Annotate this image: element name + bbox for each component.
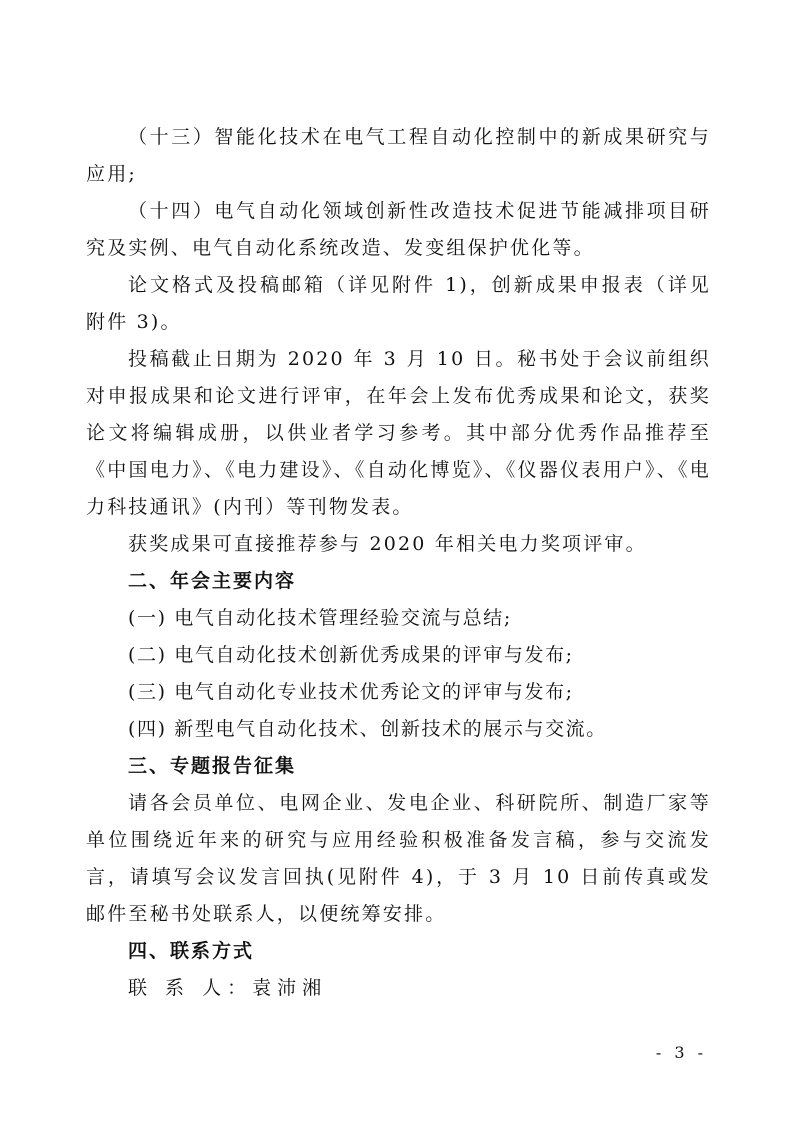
- list-item-content-4: (四) 新型电气自动化技术、创新技术的展示与交流。: [128, 718, 607, 740]
- paragraph-award-recommendation: 获奖成果可直接推荐参与 2020 年相关电力奖项评审。: [128, 533, 647, 555]
- list-item-content-2: (二) 电气自动化技术创新优秀成果的评审与发布;: [128, 644, 574, 666]
- contact-person: 联 系 人：袁沛湘: [128, 977, 328, 999]
- section-heading-contact: 四、联系方式: [128, 940, 255, 962]
- list-item-content-1: (一) 电气自动化技术管理经验交流与总结;: [128, 607, 512, 629]
- list-item-content-3: (三) 电气自动化专业技术优秀论文的评审与发布;: [128, 681, 574, 703]
- paragraph-item-14: （十四）电气自动化领域创新性改造技术促进节能减排项目研究及实例、电气自动化系统改造、发变组保护优化等。: [86, 200, 711, 259]
- document-body: [86, 119, 711, 1007]
- paragraph-deadline: 投稿截止日期为 2020 年 3 月 10 日。秘书处于会议前组织对申报成果和论文进行评审，在年会上发布优秀成果和论文，获奖论文将编辑成册，以供业者学习参考。其中部分优秀作品推荐至《中国电力》、《电力建设》、《自动化博览》、《仪器仪表用户》、《电力科技通讯》(内刊）等刊物发表。: [86, 348, 711, 518]
- paragraph-submission-format: 论文格式及投稿邮箱（详见附件 1)，创新成果申报表（详见附件 3)。: [86, 274, 711, 333]
- section-heading-report-collection: 三、专题报告征集: [128, 755, 297, 777]
- page-number: - 3 -: [655, 1043, 707, 1062]
- paragraph-item-13: （十三）智能化技术在电气工程自动化控制中的新成果研究与应用;: [86, 126, 711, 185]
- paragraph-report-collection: 请各会员单位、电网企业、发电企业、科研院所、制造厂家等单位围绕近年来的研究与应用经验积极准备发言稿，参与交流发言，请填写会议发言回执(见附件 4)，于 3 月 10 日前传真或发邮件至秘书处联系人，以便统筹安排。: [86, 792, 711, 925]
- section-heading-meeting-content: 二、年会主要内容: [128, 570, 297, 592]
